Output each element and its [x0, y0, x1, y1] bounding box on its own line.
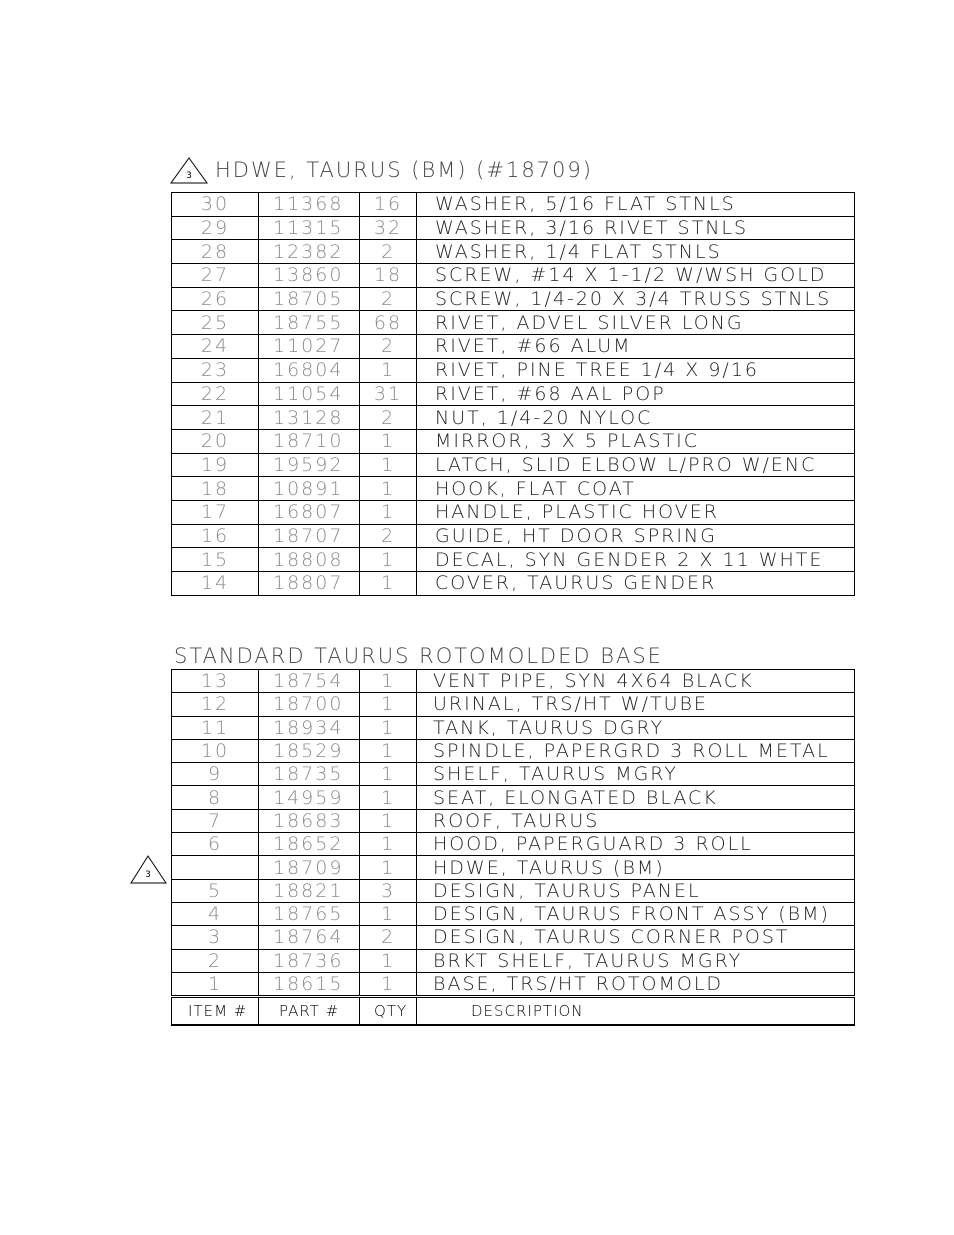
description-cell: WASHER, 3/16 RIVET STNLS	[417, 216, 855, 240]
description-cell: SCREW, 1/4-20 X 3/4 TRUSS STNLS	[417, 287, 855, 311]
part-cell: 19592	[259, 453, 360, 477]
description-cell: DECAL, SYN GENDER 2 X 11 WHTE	[417, 548, 855, 572]
description-cell: RIVET, #68 AAL POP	[417, 382, 855, 406]
qty-cell: 2	[360, 524, 417, 548]
item-cell: 20	[172, 429, 259, 453]
item-cell: 3	[172, 926, 259, 949]
item-cell: 28	[172, 240, 259, 264]
qty-cell: 1	[360, 949, 417, 972]
part-cell: 13860	[259, 264, 360, 288]
description-cell: DESIGN, TAURUS CORNER POST	[417, 926, 855, 949]
part-cell: 18705	[259, 287, 360, 311]
item-cell: 7	[172, 809, 259, 832]
table-row	[172, 406, 855, 430]
header-description: DESCRIPTION	[417, 997, 855, 1026]
description-cell: ROOF, TAURUS	[417, 809, 855, 832]
table-row	[172, 429, 855, 453]
table-row	[172, 264, 855, 288]
qty-cell: 16	[360, 193, 417, 217]
item-cell: 18	[172, 477, 259, 501]
qty-cell: 1	[360, 429, 417, 453]
qty-cell: 1	[360, 739, 417, 762]
qty-cell: 1	[360, 453, 417, 477]
qty-cell: 1	[360, 477, 417, 501]
item-cell: 14	[172, 572, 259, 596]
description-cell: COVER, TAURUS GENDER	[417, 572, 855, 596]
table-row	[172, 879, 855, 902]
qty-cell: 3	[360, 879, 417, 902]
part-cell: 14959	[259, 786, 360, 809]
description-cell: HANDLE, PLASTIC HOVER	[417, 500, 855, 524]
qty-cell: 31	[360, 382, 417, 406]
table-row	[172, 902, 855, 925]
item-cell: 24	[172, 335, 259, 359]
item-cell: 5	[172, 879, 259, 902]
qty-cell: 1	[360, 763, 417, 786]
item-cell: 4	[172, 902, 259, 925]
part-cell: 10891	[259, 477, 360, 501]
qty-cell: 1	[360, 358, 417, 382]
description-cell: LATCH, SLID ELBOW L/PRO W/ENC	[417, 453, 855, 477]
item-cell: 19	[172, 453, 259, 477]
table-row	[172, 453, 855, 477]
qty-cell: 1	[360, 833, 417, 856]
description-cell: RIVET, ADVEL SILVER LONG	[417, 311, 855, 335]
description-cell: BRKT SHELF, TAURUS MGRY	[417, 949, 855, 972]
part-cell: 18764	[259, 926, 360, 949]
table-row	[172, 972, 855, 996]
item-cell: 17	[172, 500, 259, 524]
qty-cell: 2	[360, 287, 417, 311]
description-cell: HOOK, FLAT COAT	[417, 477, 855, 501]
part-cell: 18821	[259, 879, 360, 902]
item-cell: 8	[172, 786, 259, 809]
revision-marker: 3	[186, 171, 192, 181]
item-cell: 1	[172, 972, 259, 996]
part-cell: 11368	[259, 193, 360, 217]
qty-cell: 1	[360, 786, 417, 809]
part-cell: 18736	[259, 949, 360, 972]
item-cell: 9	[172, 763, 259, 786]
part-cell: 18807	[259, 572, 360, 596]
part-cell: 18754	[259, 670, 360, 693]
item-cell: 21	[172, 406, 259, 430]
part-cell: 18934	[259, 716, 360, 739]
item-cell: 27	[172, 264, 259, 288]
table-row	[172, 500, 855, 524]
revision-triangle-icon	[170, 157, 210, 185]
header-part: PART #	[259, 997, 360, 1026]
part-cell: 12382	[259, 240, 360, 264]
item-cell: 29	[172, 216, 259, 240]
item-cell: 12	[172, 693, 259, 716]
qty-cell: 1	[360, 972, 417, 996]
header-item: ITEM #	[172, 997, 259, 1026]
part-cell: 18529	[259, 739, 360, 762]
qty-cell: 1	[360, 856, 417, 879]
table-row	[172, 809, 855, 832]
item-cell: 30	[172, 193, 259, 217]
description-cell: SEAT, ELONGATED BLACK	[417, 786, 855, 809]
qty-cell: 2	[360, 335, 417, 359]
section-title-base: STANDARD TAURUS ROTOMOLDED BASE	[174, 644, 663, 668]
qty-cell: 68	[360, 311, 417, 335]
qty-cell: 2	[360, 240, 417, 264]
part-cell: 18710	[259, 429, 360, 453]
item-cell: 2	[172, 949, 259, 972]
description-cell: HDWE, TAURUS (BM)	[417, 856, 855, 879]
item-cell: 13	[172, 670, 259, 693]
table-row	[172, 311, 855, 335]
qty-cell: 18	[360, 264, 417, 288]
table-header-row	[172, 997, 855, 1026]
header-qty: QTY	[360, 997, 417, 1026]
table-row	[172, 524, 855, 548]
description-cell: WASHER, 1/4 FLAT STNLS	[417, 240, 855, 264]
part-cell: 18707	[259, 524, 360, 548]
part-cell: 16804	[259, 358, 360, 382]
table-row	[172, 287, 855, 311]
description-cell: DESIGN, TAURUS FRONT ASSY (BM)	[417, 902, 855, 925]
table-row	[172, 477, 855, 501]
description-cell: SPINDLE, PAPERGRD 3 ROLL METAL	[417, 739, 855, 762]
table-row	[172, 716, 855, 739]
part-cell: 18683	[259, 809, 360, 832]
qty-cell: 1	[360, 809, 417, 832]
table-row	[172, 949, 855, 972]
table-row	[172, 693, 855, 716]
item-cell: 26	[172, 287, 259, 311]
table-row	[172, 240, 855, 264]
section-title-hardware: HDWE, TAURUS (BM) (#18709)	[215, 158, 593, 182]
table-row	[172, 358, 855, 382]
description-cell: SCREW, #14 X 1-1/2 W/WSH GOLD	[417, 264, 855, 288]
part-cell: 18735	[259, 763, 360, 786]
table-row	[172, 382, 855, 406]
part-cell: 18755	[259, 311, 360, 335]
description-cell: TANK, TAURUS DGRY	[417, 716, 855, 739]
qty-cell: 1	[360, 716, 417, 739]
table-row	[172, 335, 855, 359]
item-cell: 25	[172, 311, 259, 335]
qty-cell: 1	[360, 548, 417, 572]
item-cell: 11	[172, 716, 259, 739]
table-row	[172, 786, 855, 809]
qty-cell: 2	[360, 406, 417, 430]
item-cell: 22	[172, 382, 259, 406]
qty-cell: 1	[360, 670, 417, 693]
part-cell: 18709	[259, 856, 360, 879]
qty-cell: 2	[360, 926, 417, 949]
qty-cell: 32	[360, 216, 417, 240]
item-cell: 23	[172, 358, 259, 382]
revision-marker: 3	[145, 870, 151, 880]
item-cell: 15	[172, 548, 259, 572]
description-cell: URINAL, TRS/HT W/TUBE	[417, 693, 855, 716]
item-cell: 16	[172, 524, 259, 548]
part-cell: 13128	[259, 406, 360, 430]
part-cell: 18808	[259, 548, 360, 572]
part-cell: 18615	[259, 972, 360, 996]
description-cell: SHELF, TAURUS MGRY	[417, 763, 855, 786]
table-row	[172, 193, 855, 217]
table-row	[172, 926, 855, 949]
table-row	[172, 833, 855, 856]
table-row	[172, 572, 855, 596]
part-cell: 18652	[259, 833, 360, 856]
part-cell: 18700	[259, 693, 360, 716]
part-cell: 18765	[259, 902, 360, 925]
table-row	[172, 216, 855, 240]
hardware-parts-table	[171, 192, 855, 596]
revision-triangle-icon	[130, 855, 168, 885]
item-cell	[172, 856, 259, 879]
qty-cell: 1	[360, 500, 417, 524]
part-cell: 11027	[259, 335, 360, 359]
base-parts-table	[171, 669, 855, 1026]
qty-cell: 1	[360, 572, 417, 596]
description-cell: BASE, TRS/HT ROTOMOLD	[417, 972, 855, 996]
qty-cell: 1	[360, 693, 417, 716]
table-row	[172, 856, 855, 879]
table-row	[172, 548, 855, 572]
description-cell: VENT PIPE, SYN 4X64 BLACK	[417, 670, 855, 693]
table-row	[172, 739, 855, 762]
description-cell: GUIDE, HT DOOR SPRING	[417, 524, 855, 548]
description-cell: RIVET, #66 ALUM	[417, 335, 855, 359]
qty-cell: 1	[360, 902, 417, 925]
description-cell: MIRROR, 3 X 5 PLASTIC	[417, 429, 855, 453]
table-row	[172, 670, 855, 693]
part-cell: 16807	[259, 500, 360, 524]
description-cell: WASHER, 5/16 FLAT STNLS	[417, 193, 855, 217]
part-cell: 11315	[259, 216, 360, 240]
description-cell: RIVET, PINE TREE 1/4 X 9/16	[417, 358, 855, 382]
table-row	[172, 763, 855, 786]
description-cell: NUT, 1/4-20 NYLOC	[417, 406, 855, 430]
description-cell: HOOD, PAPERGUARD 3 ROLL	[417, 833, 855, 856]
description-cell: DESIGN, TAURUS PANEL	[417, 879, 855, 902]
item-cell: 10	[172, 739, 259, 762]
part-cell: 11054	[259, 382, 360, 406]
item-cell: 6	[172, 833, 259, 856]
